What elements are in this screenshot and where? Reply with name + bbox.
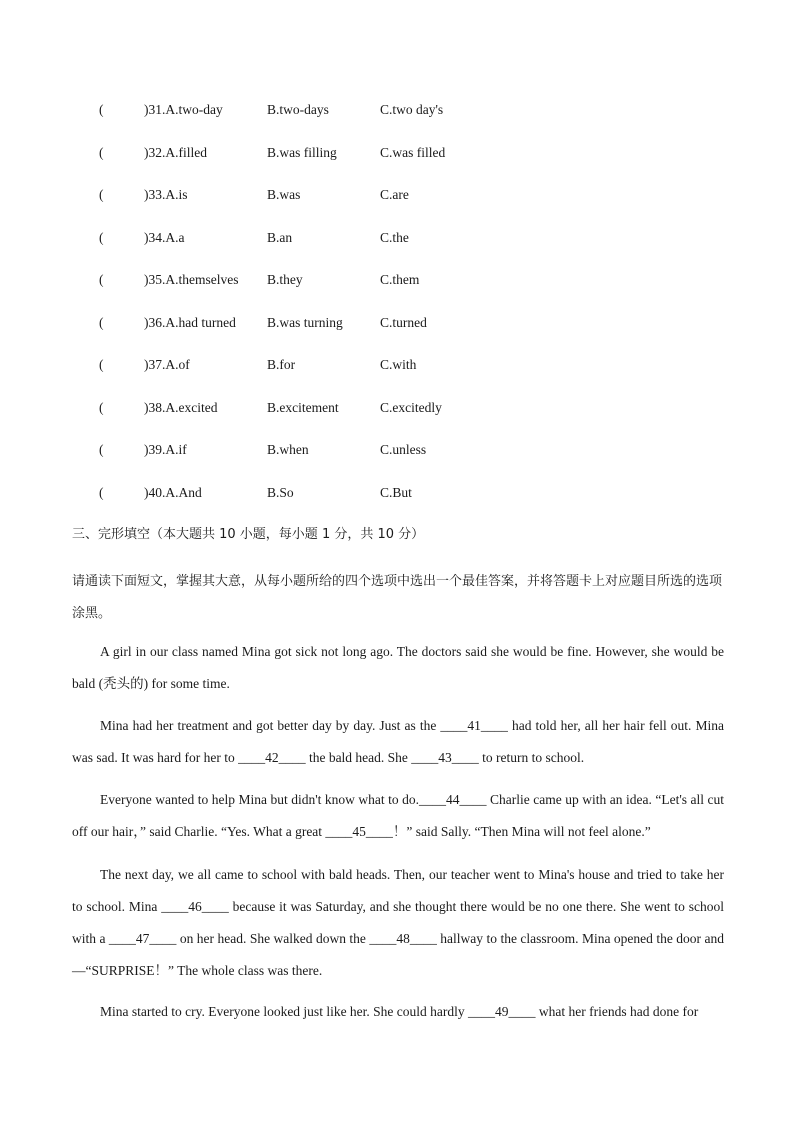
answer-paren: ( (99, 187, 104, 202)
option-c: C.the (380, 230, 409, 245)
option-c: C.with (380, 357, 417, 372)
option-a: )38.A.excited (144, 400, 218, 415)
option-a: )35.A.themselves (144, 272, 239, 287)
option-a: )34.A.a (144, 230, 185, 245)
answer-paren: ( (99, 315, 104, 330)
option-b: B.was (267, 187, 301, 202)
option-c: C.was filled (380, 145, 446, 160)
option-c: C.But (380, 485, 412, 500)
answer-paren: ( (99, 145, 104, 160)
answer-paren: ( (99, 442, 104, 457)
passage-paragraph-4: The next day, we all came to school with bald heads. Then, our teacher went to Mina's house and tried to take her to school. Mina ____46____ because it was Saturday, and she thought there would be no one there. She went to school with a ____47____ on her head. She walked down the ____48____ hallway to the classroom. Mina opened the door and—“SURPRISE！” The whole class was there. (72, 867, 724, 978)
answer-paren: ( (99, 357, 104, 372)
option-c: C.turned (380, 315, 427, 330)
option-b: B.was turning (267, 315, 343, 330)
section-heading: 三、完形填空（本大题共 10 小题，每小题 1 分，共 10 分） (72, 527, 425, 542)
answer-paren: ( (99, 272, 104, 287)
option-b: B.excitement (267, 400, 339, 415)
option-a: )33.A.is (144, 187, 188, 202)
option-a: )32.A.filled (144, 145, 207, 160)
passage-paragraph-5: Mina started to cry. Everyone looked just like her. She could hardly ____49____ what her friends had done for (100, 1004, 699, 1019)
passage-paragraph-1: A girl in our class named Mina got sick not long ago. The doctors said she would be fine. However, she would be bald (秃头的) for some time. (72, 644, 724, 691)
option-b: B.an (267, 230, 293, 245)
option-c: C.unless (380, 442, 427, 457)
option-b: B.was filling (267, 145, 337, 160)
option-b: B.for (267, 357, 296, 372)
answer-paren: ( (99, 485, 104, 500)
option-c: C.two day's (380, 102, 444, 117)
option-b: B.So (267, 485, 294, 500)
answer-paren: ( (99, 102, 104, 117)
option-b: B.they (267, 272, 303, 287)
passage-paragraph-3: Everyone wanted to help Mina but didn't know what to do.____44____ Charlie came up with an idea. “Let's all cut off our hair，” said Charlie. “Yes. What a great ____45____！” said Sally. “Then Mina will not feel alone.” (72, 792, 724, 839)
option-b: B.two-days (267, 102, 329, 117)
option-a: )36.A.had turned (144, 315, 236, 330)
option-c: C.are (380, 187, 409, 202)
option-a: )40.A.And (144, 485, 202, 500)
option-a: )39.A.if (144, 442, 187, 457)
option-b: B.when (267, 442, 309, 457)
option-c: C.excitedly (380, 400, 442, 415)
answer-paren: ( (99, 230, 104, 245)
passage-paragraph-2: Mina had her treatment and got better day by day. Just as the ____41____ had told her, all her hair fell out. Mina was sad. It was hard for her to ____42____ the bald head. She ____43____ to return to school. (72, 718, 724, 765)
section-instructions: 请通读下面短文，掌握其大意，从每小题所给的四个选项中选出一个最佳答案，并将答题卡上对应题目所选的选项涂黑。 (72, 574, 723, 621)
answer-paren: ( (99, 400, 104, 415)
option-c: C.them (380, 272, 420, 287)
option-a: )31.A.two-day (144, 102, 223, 117)
option-a: )37.A.of (144, 357, 190, 372)
